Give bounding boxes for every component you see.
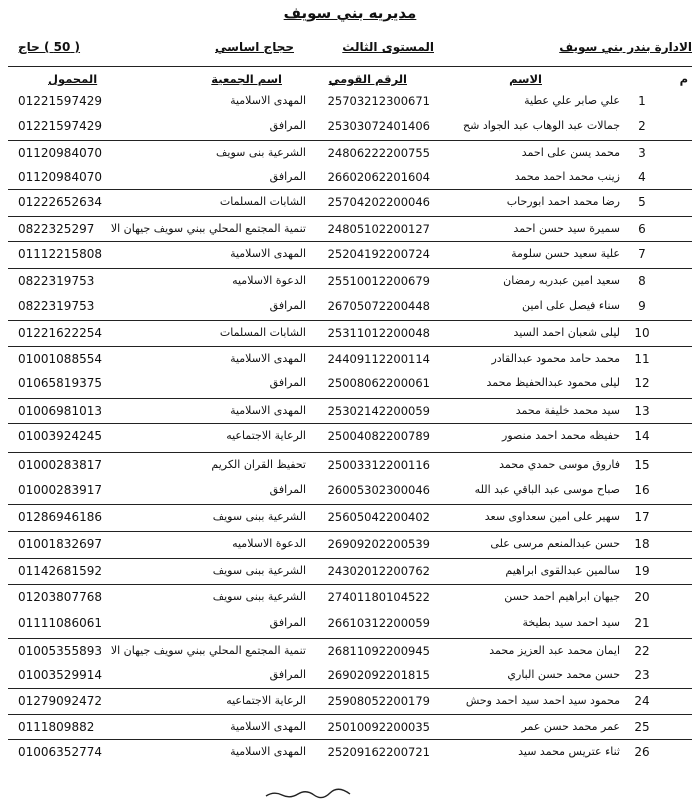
row-mobile: 01006981013 <box>18 404 102 418</box>
row-number: 21 <box>634 616 650 630</box>
row-number: 6 <box>638 222 646 236</box>
row-name: حسن عبدالمنعم مرسى على <box>490 537 620 550</box>
pilgrim-count-label: ( 50 ) حاج <box>18 40 81 54</box>
row-association: الرعاية الاجتماعيه <box>226 694 306 707</box>
row-national-id: 25703212300671 <box>327 94 430 108</box>
row-national-id: 26602062201604 <box>327 170 430 184</box>
row-association: المرافق <box>269 376 306 389</box>
row-association: الشرعية ببنى سويف <box>212 590 306 603</box>
row-number: 4 <box>638 170 646 184</box>
row-name: علي صابر علي عطية <box>524 94 620 107</box>
table-row <box>8 588 692 608</box>
table-row <box>8 642 692 662</box>
row-number: 13 <box>634 404 650 418</box>
row-number: 16 <box>634 483 650 497</box>
row-mobile: 01120984070 <box>18 146 102 160</box>
table-header <box>8 72 692 90</box>
row-number: 11 <box>634 352 650 366</box>
row-national-id: 24805102200127 <box>327 222 430 236</box>
row-national-id: 26902092201815 <box>327 668 430 682</box>
row-name: محمود سيد احمد سيد احمد وحش <box>465 694 620 707</box>
row-separator <box>8 268 692 269</box>
row-separator <box>8 320 692 321</box>
table-row <box>8 350 692 370</box>
row-separator <box>8 189 692 190</box>
row-name: سالمين عبدالقوى ابراهيم <box>505 564 620 577</box>
row-national-id: 24409112200114 <box>327 352 430 366</box>
row-separator <box>8 558 692 559</box>
row-association: المهدى الاسلامية <box>230 404 306 417</box>
row-association: الشرعية ببنى سويف <box>212 510 306 523</box>
table-row <box>8 535 692 555</box>
table-row <box>8 718 692 738</box>
table-row <box>8 272 692 292</box>
table-row <box>8 427 692 447</box>
row-number: 15 <box>634 458 650 472</box>
row-association: الشابات المسلمات <box>219 326 306 339</box>
row-name: محمد يسن على احمد <box>521 146 620 159</box>
row-national-id: 24806222200755 <box>327 146 430 160</box>
row-mobile: 0111809882 <box>18 720 95 734</box>
row-national-id: 25302142200059 <box>327 404 430 418</box>
col-header-national-id: الرقم القومي <box>328 72 407 86</box>
row-national-id: 25605042200402 <box>327 510 430 524</box>
row-number: 12 <box>634 376 650 390</box>
row-separator <box>8 423 692 424</box>
row-mobile: 01286946186 <box>18 510 102 524</box>
row-name: سيد محمد خليفة محمد <box>515 404 620 417</box>
table-row <box>8 456 692 476</box>
table-row <box>8 144 692 164</box>
table-row <box>8 562 692 582</box>
level-label: المستوى الثالث <box>342 40 434 54</box>
row-national-id: 26610312200059 <box>327 616 430 630</box>
row-association: المهدى الاسلامية <box>230 94 306 107</box>
col-header-m: م <box>679 72 688 86</box>
row-national-id: 25704202200046 <box>327 195 430 209</box>
table-row <box>8 168 692 188</box>
row-national-id: 26909202200539 <box>327 537 430 551</box>
document-meta <box>8 40 692 60</box>
signature-mark <box>264 790 354 798</box>
row-separator <box>8 638 692 639</box>
row-mobile: 01000283817 <box>18 458 102 472</box>
row-association: المرافق <box>269 668 306 681</box>
row-number: 2 <box>638 119 646 133</box>
page-title: مديريه بني سويف <box>283 4 417 22</box>
row-name: سعيد امين عبدربه رمضان <box>503 274 620 287</box>
row-association: تنمية المجتمع المحلي ببني سويف جيهان الا <box>110 222 306 235</box>
row-mobile: 01000283917 <box>18 483 102 497</box>
row-national-id: 25204192200724 <box>327 247 430 261</box>
row-name: سميرة سيد حسن احمد <box>513 222 620 235</box>
table-row <box>8 117 692 137</box>
row-number: 26 <box>634 745 650 759</box>
row-association: المرافق <box>269 119 306 132</box>
row-mobile: 01221597429 <box>18 94 102 108</box>
row-national-id: 25010092200035 <box>327 720 430 734</box>
table-row <box>8 402 692 422</box>
row-mobile: 01221597429 <box>18 119 102 133</box>
row-name: علية سعيد حسن سلومة <box>511 247 620 260</box>
row-mobile: 01001832697 <box>18 537 102 551</box>
row-national-id: 26005302300046 <box>327 483 430 497</box>
row-mobile: 01279092472 <box>18 694 102 708</box>
row-number: 10 <box>634 326 650 340</box>
row-separator <box>8 216 692 217</box>
row-separator <box>8 452 692 453</box>
row-national-id: 25209162200721 <box>327 745 430 759</box>
row-separator <box>8 688 692 689</box>
row-association: المهدى الاسلامية <box>230 745 306 758</box>
row-national-id: 25004082200789 <box>327 429 430 443</box>
row-name: زينب محمد احمد محمد <box>514 170 620 183</box>
row-national-id: 26811092200945 <box>327 644 430 658</box>
row-national-id: 25510012200679 <box>327 274 430 288</box>
row-name: فاروق موسى حمدي محمد <box>499 458 620 471</box>
row-name: سيد احمد سيد بطيخة <box>522 616 620 629</box>
row-association: الرعاية الاجتماعيه <box>226 429 306 442</box>
row-number: 20 <box>634 590 650 604</box>
row-number: 14 <box>634 429 650 443</box>
row-national-id: 25908052200179 <box>327 694 430 708</box>
row-mobile: 01120984070 <box>18 170 102 184</box>
row-number: 9 <box>638 299 646 313</box>
row-mobile: 01065819375 <box>18 376 102 390</box>
row-name: حسن محمد حسن الباري <box>507 668 620 681</box>
row-name: حفيظه محمد احمد منصور <box>502 429 620 442</box>
row-name: جمالات عبد الوهاب عبد الجواد شح <box>463 119 620 132</box>
row-association: المرافق <box>269 170 306 183</box>
row-name: ثناء عتريس محمد سيد <box>518 745 620 758</box>
row-association: تنمية المجتمع المحلي ببني سويف جيهان الا <box>110 644 306 657</box>
row-mobile: 01222652634 <box>18 195 102 209</box>
row-separator <box>8 714 692 715</box>
row-name: صباح موسى عبد الباقي عبد الله <box>474 483 620 496</box>
row-name: عمر محمد حسن عمر <box>521 720 620 733</box>
pilgrim-type-label: حجاج اساسي <box>215 40 294 54</box>
row-mobile: 01003924245 <box>18 429 102 443</box>
table-row <box>8 481 692 501</box>
row-mobile: 01221622254 <box>18 326 102 340</box>
row-name: سناء فيصل على امين <box>521 299 620 312</box>
row-separator <box>8 346 692 347</box>
row-mobile: 01203807768 <box>18 590 102 604</box>
col-header-name: الاسم <box>509 72 542 86</box>
row-name: ليلى شعبان احمد السيد <box>513 326 620 339</box>
row-name: ليلى محمود عبدالحفيظ محمد <box>486 376 620 389</box>
row-number: 1 <box>638 94 646 108</box>
row-association: الشابات المسلمات <box>219 195 306 208</box>
row-mobile: 01006352774 <box>18 745 102 759</box>
table-row <box>8 245 692 265</box>
row-separator <box>8 398 692 399</box>
table-row <box>8 666 692 686</box>
row-number: 22 <box>634 644 650 658</box>
row-separator <box>8 531 692 532</box>
row-mobile: 0822319753 <box>18 274 95 288</box>
row-national-id: 25311012200048 <box>327 326 430 340</box>
row-national-id: 26705072200448 <box>327 299 430 313</box>
row-association: المرافق <box>269 483 306 496</box>
row-mobile: 01112215808 <box>18 247 102 261</box>
table-row <box>8 692 692 712</box>
row-name: رضا محمد احمد ابورحاب <box>506 195 620 208</box>
row-national-id: 27401180104522 <box>327 590 430 604</box>
row-name: جيهان ابراهيم احمد حسن <box>504 590 620 603</box>
table-row <box>8 297 692 317</box>
table-row <box>8 324 692 344</box>
row-association: الشرعية ببنى سويف <box>212 564 306 577</box>
table-row <box>8 92 692 112</box>
row-number: 18 <box>634 537 650 551</box>
row-number: 23 <box>634 668 650 682</box>
row-number: 24 <box>634 694 650 708</box>
row-national-id: 25003312200116 <box>327 458 430 472</box>
row-separator <box>8 140 692 141</box>
row-number: 17 <box>634 510 650 524</box>
table-row <box>8 374 692 394</box>
table-row <box>8 193 692 213</box>
row-national-id: 24302012200762 <box>327 564 430 578</box>
row-mobile: 01142681592 <box>18 564 102 578</box>
table-row <box>8 220 692 240</box>
row-number: 19 <box>634 564 650 578</box>
row-name: محمد حامد محمود عبدالقادر <box>491 352 620 365</box>
row-mobile: 01111086061 <box>18 616 102 630</box>
row-separator <box>8 739 692 740</box>
row-number: 3 <box>638 146 646 160</box>
row-association: المرافق <box>269 616 306 629</box>
row-separator <box>8 504 692 505</box>
row-number: 5 <box>638 195 646 209</box>
admin-label: الادارة بندر بني سويف <box>559 40 692 54</box>
row-association: الدعوة الاسلاميه <box>232 274 306 287</box>
row-mobile: 0822325297 <box>18 222 95 236</box>
row-association: المهدى الاسلامية <box>230 247 306 260</box>
col-header-mobile: المحمول <box>48 72 98 86</box>
row-name: ايمان محمد عبد العزيز محمد <box>489 644 620 657</box>
row-name: سهير على امين سعداوى سعد <box>484 510 620 523</box>
row-number: 8 <box>638 274 646 288</box>
row-association: الشرعية بنى سويف <box>216 146 306 159</box>
row-separator <box>8 241 692 242</box>
row-national-id: 25303072401406 <box>327 119 430 133</box>
row-mobile: 01003529914 <box>18 668 102 682</box>
row-association: المرافق <box>269 299 306 312</box>
row-mobile: 01005355893 <box>18 644 102 658</box>
row-mobile: 01001088554 <box>18 352 102 366</box>
table-row <box>8 508 692 528</box>
divider <box>8 66 692 67</box>
table-row <box>8 614 692 634</box>
row-association: المهدى الاسلامية <box>230 352 306 365</box>
row-association: تحفيظ القران الكريم <box>211 458 306 471</box>
row-number: 25 <box>634 720 650 734</box>
row-association: الدعوة الاسلاميه <box>232 537 306 550</box>
col-header-association: اسم الجمعية <box>211 72 282 86</box>
row-number: 7 <box>638 247 646 261</box>
row-association: المهدى الاسلامية <box>230 720 306 733</box>
row-national-id: 25008062200061 <box>327 376 430 390</box>
row-separator <box>8 584 692 585</box>
row-mobile: 0822319753 <box>18 299 95 313</box>
table-row <box>8 743 692 763</box>
